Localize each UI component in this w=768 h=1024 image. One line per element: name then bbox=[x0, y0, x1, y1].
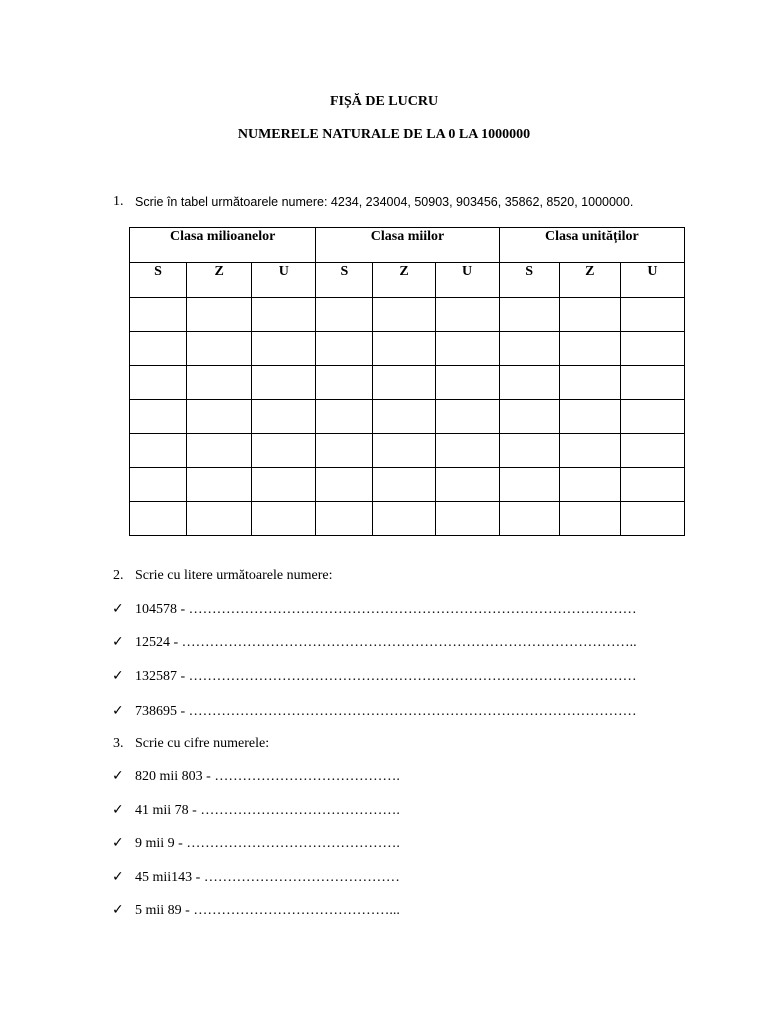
check-icon: ✓ bbox=[112, 703, 124, 719]
list-item: 132587 - …………………………………………………………………………………… bbox=[135, 669, 637, 684]
table-cell[interactable] bbox=[373, 366, 435, 400]
table-cell[interactable] bbox=[620, 400, 684, 434]
check-icon: ✓ bbox=[112, 601, 124, 617]
table-row bbox=[130, 502, 685, 536]
table-cell[interactable] bbox=[499, 468, 559, 502]
table-row bbox=[130, 434, 685, 468]
table-cell[interactable] bbox=[187, 468, 252, 502]
table-cell[interactable] bbox=[316, 434, 373, 468]
table-cell[interactable] bbox=[435, 332, 499, 366]
list-item: 820 mii 803 - …………………………………. bbox=[135, 769, 400, 784]
table-cell[interactable] bbox=[435, 502, 499, 536]
check-icon: ✓ bbox=[112, 668, 124, 684]
subheader-u: U bbox=[435, 263, 499, 298]
table-cell[interactable] bbox=[435, 468, 499, 502]
subheader-s: S bbox=[130, 263, 187, 298]
table-cell[interactable] bbox=[187, 366, 252, 400]
question-1-text: Scrie în tabel următoarele numere: 4234, 234004, 50903, 903456, 35862, 8520, 1000000. bbox=[135, 195, 634, 209]
question-3-number: 3. bbox=[113, 736, 124, 751]
table-cell[interactable] bbox=[130, 502, 187, 536]
table-cell[interactable] bbox=[187, 298, 252, 332]
table-cell[interactable] bbox=[316, 468, 373, 502]
table-class-header-row bbox=[130, 228, 685, 263]
table-cell[interactable] bbox=[316, 298, 373, 332]
question-3-text: Scrie cu cifre numerele: bbox=[135, 736, 270, 751]
table-row bbox=[130, 366, 685, 400]
check-icon: ✓ bbox=[112, 835, 124, 851]
table-cell[interactable] bbox=[620, 366, 684, 400]
table-cell[interactable] bbox=[187, 400, 252, 434]
table-cell[interactable] bbox=[130, 468, 187, 502]
table-cell[interactable] bbox=[373, 468, 435, 502]
table-cell[interactable] bbox=[252, 332, 316, 366]
table-cell[interactable] bbox=[499, 502, 559, 536]
question-1-number: 1. bbox=[113, 194, 124, 209]
worksheet-subtitle: NUMERELE NATURALE DE LA 0 LA 1000000 bbox=[237, 127, 531, 142]
table-cell[interactable] bbox=[373, 434, 435, 468]
check-icon: ✓ bbox=[112, 768, 124, 784]
check-icon: ✓ bbox=[112, 902, 124, 918]
table-cell[interactable] bbox=[130, 332, 187, 366]
table-cell[interactable] bbox=[559, 434, 620, 468]
table-cell[interactable] bbox=[187, 502, 252, 536]
table-cell[interactable] bbox=[373, 400, 435, 434]
table-cell[interactable] bbox=[316, 366, 373, 400]
subheader-z: Z bbox=[187, 263, 252, 298]
table-cell[interactable] bbox=[130, 298, 187, 332]
question-2-text: Scrie cu litere următoarele numere: bbox=[135, 568, 333, 583]
class-header-thousands: Clasa miilor bbox=[316, 228, 499, 263]
table-cell[interactable] bbox=[499, 366, 559, 400]
subheader-z: Z bbox=[373, 263, 435, 298]
table-cell[interactable] bbox=[252, 468, 316, 502]
table-cell[interactable] bbox=[252, 366, 316, 400]
check-icon: ✓ bbox=[112, 802, 124, 818]
table-cell[interactable] bbox=[130, 434, 187, 468]
list-item: 5 mii 89 - ……………………………………... bbox=[135, 903, 400, 918]
list-item: 45 mii143 - …………………………………… bbox=[135, 870, 400, 885]
table-cell[interactable] bbox=[499, 298, 559, 332]
table-cell[interactable] bbox=[187, 434, 252, 468]
table-cell[interactable] bbox=[373, 502, 435, 536]
check-icon: ✓ bbox=[112, 634, 124, 650]
table-cell[interactable] bbox=[559, 298, 620, 332]
table-cell[interactable] bbox=[435, 366, 499, 400]
table-cell[interactable] bbox=[499, 332, 559, 366]
table-cell[interactable] bbox=[435, 400, 499, 434]
table-cell[interactable] bbox=[252, 502, 316, 536]
subheader-z: Z bbox=[559, 263, 620, 298]
table-cell[interactable] bbox=[435, 434, 499, 468]
check-icon: ✓ bbox=[112, 869, 124, 885]
table-cell[interactable] bbox=[620, 434, 684, 468]
class-header-millions: Clasa milioanelor bbox=[130, 228, 316, 263]
table-subheader-row bbox=[130, 263, 685, 298]
table-cell[interactable] bbox=[559, 332, 620, 366]
list-item: 9 mii 9 - ………………………………………. bbox=[135, 836, 400, 851]
subheader-s: S bbox=[316, 263, 373, 298]
list-item: 104578 - …………………………………………………………………………………… bbox=[135, 602, 637, 617]
subheader-s: S bbox=[499, 263, 559, 298]
table-cell[interactable] bbox=[559, 400, 620, 434]
list-item: 12524 - …………………………………………………………………………………….. bbox=[135, 635, 637, 650]
subheader-u: U bbox=[620, 263, 684, 298]
question-2-number: 2. bbox=[113, 568, 124, 583]
table-cell[interactable] bbox=[620, 468, 684, 502]
class-header-units: Clasa unităților bbox=[499, 228, 684, 263]
table-cell[interactable] bbox=[559, 468, 620, 502]
table-cell[interactable] bbox=[499, 434, 559, 468]
table-cell[interactable] bbox=[316, 502, 373, 536]
table-cell[interactable] bbox=[620, 298, 684, 332]
table-row bbox=[130, 400, 685, 434]
place-value-table bbox=[129, 227, 685, 536]
table-row bbox=[130, 468, 685, 502]
worksheet-title: FIȘĂ DE LUCRU bbox=[329, 94, 439, 109]
table-cell[interactable] bbox=[373, 298, 435, 332]
table-row bbox=[130, 298, 685, 332]
table-cell[interactable] bbox=[316, 332, 373, 366]
table-cell[interactable] bbox=[373, 332, 435, 366]
list-item: 738695 - …………………………………………………………………………………… bbox=[135, 704, 637, 719]
table-cell[interactable] bbox=[252, 434, 316, 468]
table-cell[interactable] bbox=[316, 400, 373, 434]
table-cell[interactable] bbox=[252, 400, 316, 434]
list-item: 41 mii 78 - ……………………………………. bbox=[135, 803, 400, 818]
table-cell[interactable] bbox=[559, 502, 620, 536]
table-row bbox=[130, 332, 685, 366]
subheader-u: U bbox=[252, 263, 316, 298]
table-cell[interactable] bbox=[435, 298, 499, 332]
table-cell[interactable] bbox=[620, 502, 684, 536]
table-cell[interactable] bbox=[130, 366, 187, 400]
table-cell[interactable] bbox=[252, 298, 316, 332]
table-cell[interactable] bbox=[559, 366, 620, 400]
table-cell[interactable] bbox=[499, 400, 559, 434]
table-cell[interactable] bbox=[187, 332, 252, 366]
table-cell[interactable] bbox=[130, 400, 187, 434]
table-cell[interactable] bbox=[620, 332, 684, 366]
